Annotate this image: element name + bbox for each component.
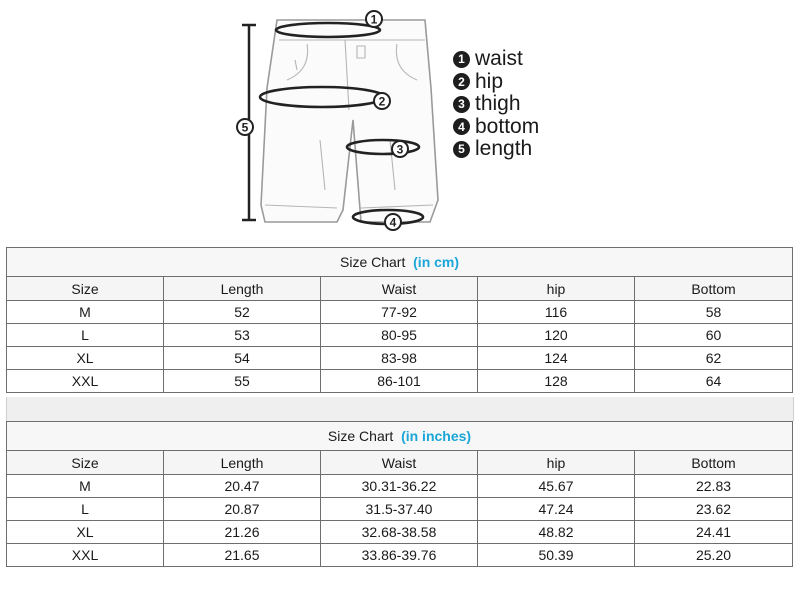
table-cell: XL <box>7 521 164 544</box>
svg-text:5: 5 <box>241 120 249 135</box>
legend-item-thigh <box>453 93 539 116</box>
table-cell: 45.67 <box>478 475 635 498</box>
legend-number: 5 <box>453 141 470 158</box>
table-cell: L <box>7 324 164 347</box>
size-chart-inches-table <box>6 421 793 567</box>
table-cell: 83-98 <box>321 347 478 370</box>
table-title-text: Size Chart <box>327 428 394 444</box>
table-row <box>7 347 793 370</box>
marker-4 <box>385 214 401 230</box>
table-cell: 20.87 <box>164 498 321 521</box>
table-row <box>7 521 793 544</box>
table-cell: 21.65 <box>164 544 321 567</box>
table-row <box>7 544 793 567</box>
marker-1 <box>366 11 382 27</box>
table-header-row <box>7 451 793 475</box>
table-cell: 55 <box>164 370 321 393</box>
table-cell: 80-95 <box>321 324 478 347</box>
table-cell: 54 <box>164 347 321 370</box>
table-cell: 33.86-39.76 <box>321 544 478 567</box>
table-cell: 22.83 <box>635 475 793 498</box>
legend-item-waist <box>453 48 539 71</box>
table-title <box>7 422 793 451</box>
column-header: hip <box>478 451 635 475</box>
svg-text:1: 1 <box>370 12 378 27</box>
table-cell: XXL <box>7 370 164 393</box>
table-cell: M <box>7 475 164 498</box>
table-cell: 24.41 <box>635 521 793 544</box>
column-header: Bottom <box>635 451 793 475</box>
legend-number: 4 <box>453 118 470 135</box>
column-header: hip <box>478 277 635 301</box>
svg-text:3: 3 <box>396 142 404 157</box>
legend-label: length <box>475 137 533 160</box>
table-cell: 62 <box>635 347 793 370</box>
table-unit-label: (in inches) <box>401 428 472 444</box>
legend-label: hip <box>475 69 504 93</box>
table-row <box>7 324 793 347</box>
table-cell: 20.47 <box>164 475 321 498</box>
marker-5 <box>237 119 253 135</box>
table-cell: 25.20 <box>635 544 793 567</box>
table-title-row <box>7 248 793 277</box>
legend-label: thigh <box>475 92 521 115</box>
column-header: Waist <box>321 451 478 475</box>
column-header: Bottom <box>635 277 793 301</box>
table-row <box>7 475 793 498</box>
column-header: Size <box>7 451 164 475</box>
table-title-row <box>7 422 793 451</box>
table-unit-label: (in cm) <box>413 254 460 270</box>
table-row <box>7 370 793 393</box>
table-cell: 77-92 <box>321 301 478 324</box>
table-cell: 86-101 <box>321 370 478 393</box>
legend-item-length <box>453 138 539 161</box>
table-row <box>7 301 793 324</box>
marker-2 <box>374 93 390 109</box>
legend-item-bottom <box>453 116 539 139</box>
column-header: Length <box>164 277 321 301</box>
column-header: Length <box>164 451 321 475</box>
legend-label: bottom <box>475 114 540 138</box>
table-cell: 64 <box>635 370 793 393</box>
table-cell: 60 <box>635 324 793 347</box>
table-cell: XXL <box>7 544 164 567</box>
table-cell: 120 <box>478 324 635 347</box>
table-cell: 48.82 <box>478 521 635 544</box>
table-cell: L <box>7 498 164 521</box>
table-cell: M <box>7 301 164 324</box>
measurement-legend <box>453 48 539 161</box>
svg-text:2: 2 <box>378 94 386 109</box>
table-cell: 31.5-37.40 <box>321 498 478 521</box>
legend-label: waist <box>475 47 523 70</box>
table-title <box>7 248 793 277</box>
legend-number: 1 <box>453 51 470 68</box>
legend-item-hip <box>453 71 539 94</box>
table-cell: 53 <box>164 324 321 347</box>
table-cell: 21.26 <box>164 521 321 544</box>
marker-3 <box>392 141 408 157</box>
table-row <box>7 498 793 521</box>
size-chart-cm-table <box>6 247 793 393</box>
svg-text:4: 4 <box>389 215 397 230</box>
column-header: Waist <box>321 277 478 301</box>
table-cell: 124 <box>478 347 635 370</box>
table-cell: 128 <box>478 370 635 393</box>
table-cell: 32.68-38.58 <box>321 521 478 544</box>
table-cell: 30.31-36.22 <box>321 475 478 498</box>
table-title-text: Size Chart <box>340 254 406 270</box>
table-cell: 52 <box>164 301 321 324</box>
table-cell: 23.62 <box>635 498 793 521</box>
table-cell: 58 <box>635 301 793 324</box>
table-cell: 47.24 <box>478 498 635 521</box>
table-header-row <box>7 277 793 301</box>
table-cell: 116 <box>478 301 635 324</box>
legend-number: 2 <box>453 73 470 90</box>
table-cell: XL <box>7 347 164 370</box>
table-cell: 50.39 <box>478 544 635 567</box>
column-header: Size <box>7 277 164 301</box>
legend-number: 3 <box>453 96 470 113</box>
table-divider <box>6 397 794 421</box>
shorts-outline <box>261 20 438 222</box>
